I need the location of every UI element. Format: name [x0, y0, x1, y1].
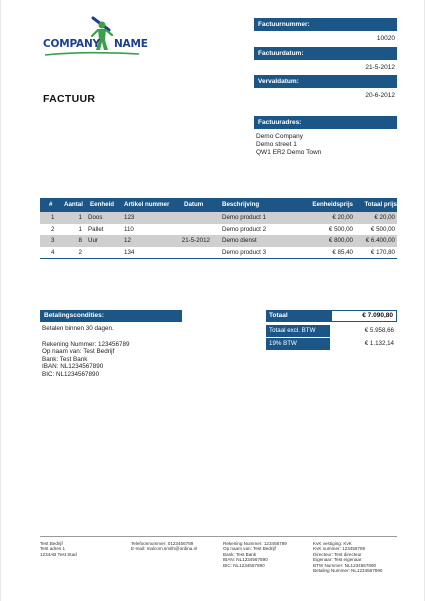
table-row: [40, 247, 397, 259]
col-header-num: #: [49, 201, 53, 208]
invoice-date-box: [254, 47, 397, 71]
table-row: [40, 224, 397, 236]
grand-total-row: [266, 310, 397, 322]
footer-line: Bank: Test Bank: [223, 551, 257, 557]
footer-line: BTW Nummer: NL1234567890: [313, 562, 377, 568]
cell-num: 4: [51, 248, 55, 256]
footer-line: IBAN: NL1234567890: [223, 557, 268, 563]
payment-details: [40, 322, 182, 379]
footer-line: Rekening Nummer: 123456789: [223, 541, 287, 546]
payment-conditions-label: Betalingscondities:: [40, 310, 182, 322]
payment-detail-line: BIC: NL1234567890: [42, 370, 100, 378]
cell-article: 123: [124, 214, 135, 221]
vat-row: [266, 338, 397, 350]
cell-unit: Uur: [88, 237, 98, 244]
address-line: Demo Company: [256, 133, 303, 140]
cell-unit-price: € 800,00: [328, 237, 353, 244]
invoice-date-label: Factuurdatum:: [254, 47, 397, 60]
footer-line: 1234AB Test Stad: [40, 551, 77, 557]
payment-detail-line: Op naam van: Test Bedrijf: [42, 348, 115, 356]
cell-article: 110: [124, 225, 134, 233]
payment-conditions: [40, 310, 182, 379]
cell-unit-price: € 500,00: [328, 225, 353, 233]
footer-registration: [313, 541, 382, 573]
table-row: [40, 235, 397, 247]
items-table: [40, 198, 397, 258]
cell-desc: Demo product 1: [222, 214, 267, 221]
footer-divider: [40, 536, 397, 537]
invoice-address: [254, 129, 397, 157]
cell-qty: 2: [78, 248, 82, 256]
cell-qty: 8: [78, 237, 82, 244]
footer-bank: [223, 541, 287, 568]
footer-line: KvK nummer: 123456789: [313, 546, 366, 552]
address-line: QW1 ER2 Demo Town: [256, 149, 322, 156]
cell-unit: Pallet: [88, 225, 104, 233]
cell-desc: Demo product 2: [222, 225, 267, 233]
table-row: [40, 212, 397, 224]
footer-line: Telefoonnummer: 0123456789: [131, 541, 194, 546]
grand-total-value: € 7.090,80: [332, 311, 396, 321]
grand-total-label: Totaal: [269, 312, 288, 319]
cell-unit-price: € 85,40: [332, 248, 353, 256]
col-header-unit: Eenheid: [90, 201, 115, 208]
cell-unit-price: € 20,00: [332, 214, 353, 221]
footer-line: Op naam van: Test Bedrijf: [223, 546, 276, 552]
footer-line: Directeur: Test directeur: [313, 551, 362, 557]
cell-total: € 6.400,00: [365, 237, 395, 244]
cell-date: 21-5-2012: [181, 237, 210, 244]
cell-qty: 1: [78, 214, 82, 221]
col-header-qty: Aantal: [64, 201, 83, 208]
vat-label: 19% BTW: [266, 338, 330, 350]
invoice-number-label: Factuurnummer:: [254, 18, 397, 31]
totals-block: [266, 310, 397, 350]
cell-num: 1: [51, 214, 55, 221]
cell-num: 2: [51, 225, 55, 233]
payment-detail-line: Rekening Nummer: 123456789: [42, 340, 130, 348]
due-date-label: Vervaldatum:: [254, 75, 397, 88]
vat-value: € 1.132,14: [364, 340, 394, 347]
footer-contact: [131, 541, 197, 552]
document-title: FACTUUR: [43, 93, 96, 105]
due-date-value: 20-6-2012: [365, 92, 395, 99]
col-header-desc: Beschrijving: [222, 201, 260, 208]
footer-line: Test adres 1: [40, 546, 66, 552]
invoice-number-box: [254, 18, 397, 42]
payment-term: Betalen binnen 30 dagen.: [42, 325, 114, 332]
col-header-total: Totaal prijs: [364, 201, 397, 208]
cell-total: € 20,00: [374, 214, 395, 221]
cell-article: 134: [124, 248, 135, 256]
col-header-article: Artikel nummer: [124, 201, 170, 208]
footer-line: Eigenaar: Test eigenaar: [313, 557, 362, 563]
footer-line: Test Bedrijf: [40, 541, 63, 546]
invoice-address-label: Factuuradres:: [254, 116, 397, 129]
invoice-address-box: [254, 116, 397, 157]
footer-line: Betaling Nummer: NL1234567890: [313, 568, 383, 574]
cell-desc: Demo product 3: [222, 248, 267, 256]
cell-unit: Doos: [88, 214, 103, 221]
payment-detail-line: IBAN: NL1234567890: [42, 363, 104, 371]
cell-article: 12: [124, 237, 131, 244]
invoice-date-value: 21-5-2012: [365, 64, 395, 71]
company-logo: [43, 16, 148, 60]
cell-qty: 1: [78, 225, 82, 233]
logo-wordmark: COMPANY NAME: [43, 38, 148, 50]
invoice-number-value: 10020: [376, 35, 395, 42]
logo-swoosh-icon: [43, 51, 141, 57]
col-header-date: Datum: [184, 201, 204, 208]
cell-num: 3: [51, 237, 55, 244]
subtotal-row: [266, 325, 397, 337]
table-header: [40, 198, 397, 212]
cell-desc: Demo dienst: [222, 237, 257, 244]
footer-line: E-mail: malcom.smith@ordina.nl: [131, 546, 198, 552]
cell-total: € 500,00: [370, 225, 395, 233]
footer-line: KvK vestiging: KvK: [313, 541, 352, 546]
footer-company: [40, 541, 77, 557]
payment-detail-line: Bank: Test Bank: [42, 355, 88, 363]
col-header-unit-price: Eenheidsprijs: [312, 201, 353, 208]
table-bottom-divider: [40, 258, 397, 259]
address-line: Demo street 1: [256, 141, 297, 148]
footer-line: BIC: NL1234567890: [223, 562, 265, 568]
subtotal-value: € 5.958,66: [364, 327, 394, 334]
cell-total: € 170,80: [370, 248, 395, 256]
subtotal-label: Totaal excl. BTW: [266, 325, 330, 337]
due-date-box: [254, 75, 397, 99]
